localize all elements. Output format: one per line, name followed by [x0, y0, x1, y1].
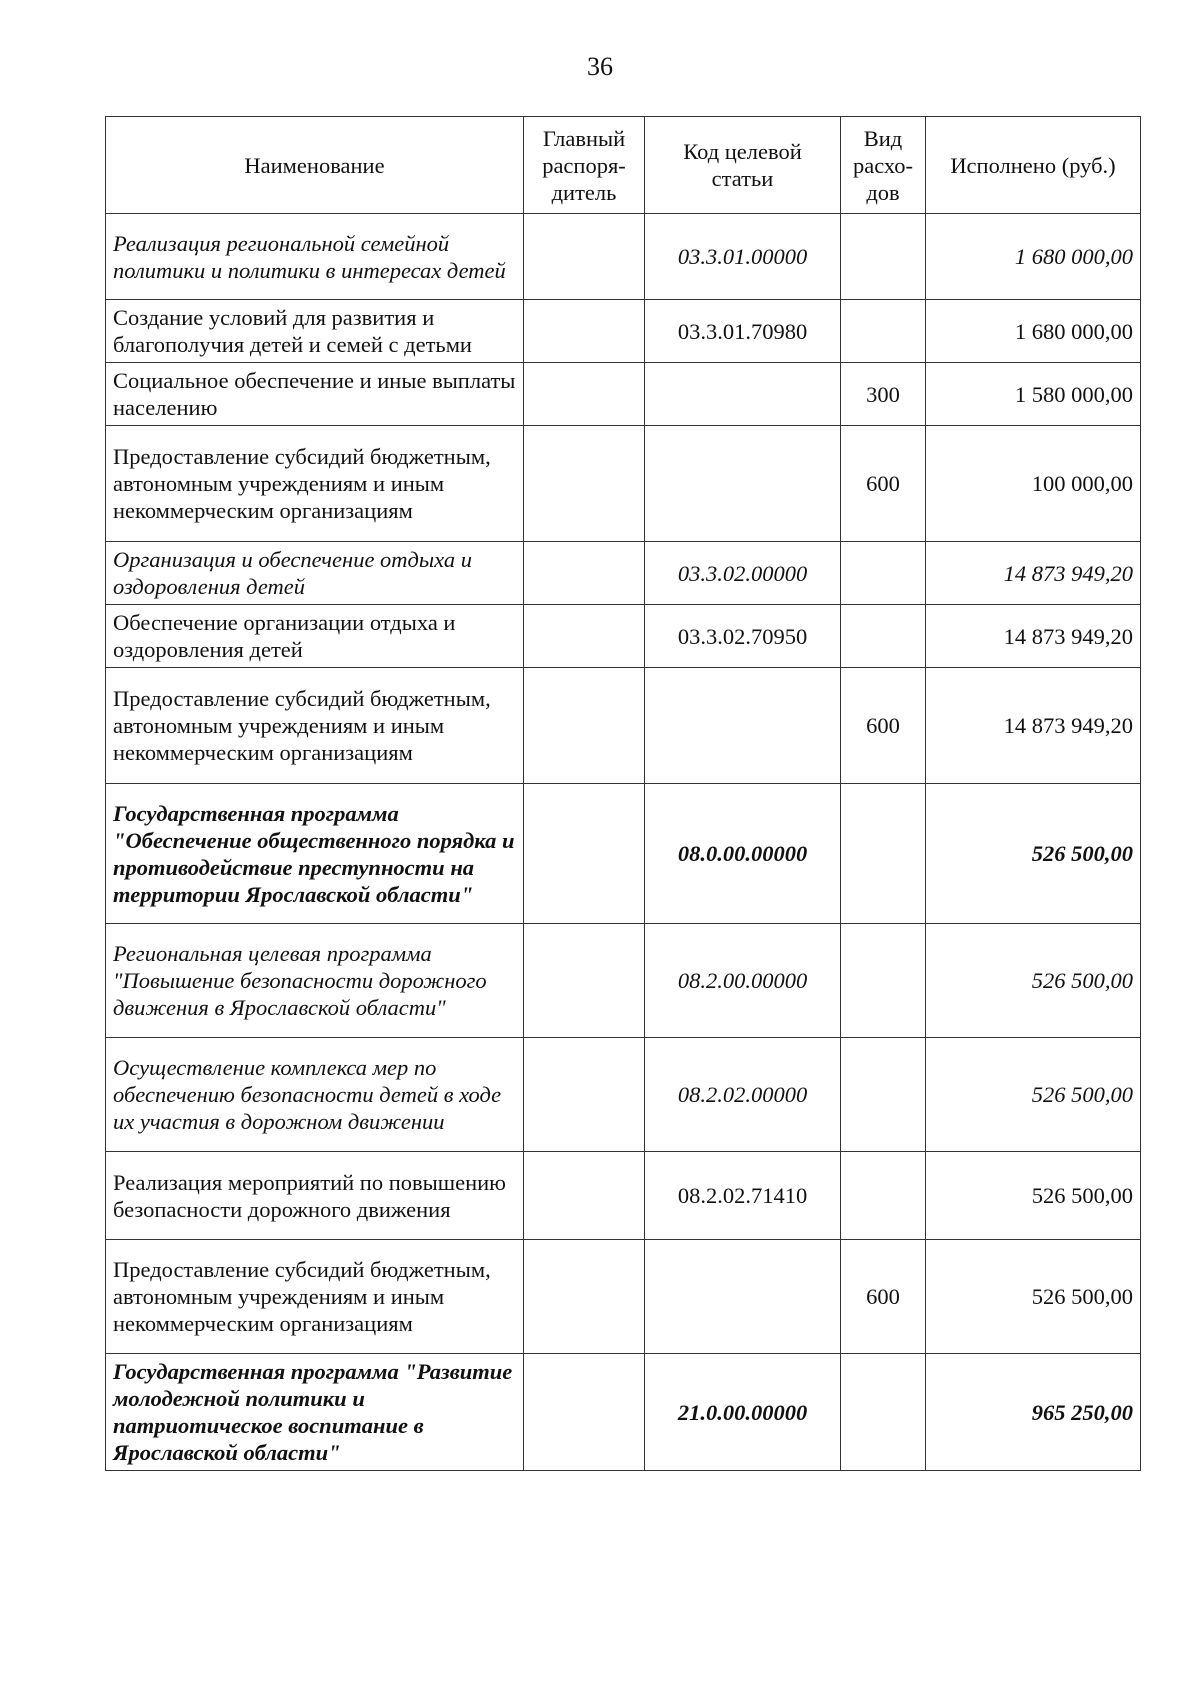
row-expense-type-cell	[841, 214, 926, 300]
row-executed-cell: 1 580 000,00	[926, 363, 1141, 426]
row-expense-type-cell	[841, 300, 926, 363]
row-expense-type-cell: 600	[841, 668, 926, 784]
row-main-manager-cell	[524, 542, 645, 605]
row-expense-type-cell	[841, 924, 926, 1038]
budget-execution-table	[105, 116, 1141, 1471]
table-row	[106, 1152, 1141, 1240]
row-executed-cell: 14 873 949,20	[926, 668, 1141, 784]
row-target-code-cell	[645, 1240, 841, 1354]
row-main-manager-cell	[524, 605, 645, 668]
row-executed-cell: 965 250,00	[926, 1354, 1141, 1471]
row-expense-type-cell	[841, 605, 926, 668]
row-target-code-cell: 03.3.02.70950	[645, 605, 841, 668]
row-name-cell: Государственная программа "Обеспечение общественного порядка и противодействие преступности на территории Ярославской области"	[106, 784, 524, 924]
table-row	[106, 924, 1141, 1038]
row-name-cell: Социальное обеспечение и иные выплаты населению	[106, 363, 524, 426]
row-target-code-cell	[645, 426, 841, 542]
row-executed-cell: 526 500,00	[926, 784, 1141, 924]
row-main-manager-cell	[524, 1152, 645, 1240]
row-name-cell: Реализация мероприятий по повышению безопасности дорожного движения	[106, 1152, 524, 1240]
row-name-cell: Предоставление субсидий бюджетным, автономным учреждениям и иным некоммерческим организациям	[106, 426, 524, 542]
row-name-cell: Обеспечение организации отдыха и оздоровления детей	[106, 605, 524, 668]
row-name-cell: Предоставление субсидий бюджетным, автономным учреждениям и иным некоммерческим организациям	[106, 668, 524, 784]
row-name-cell: Государственная программа "Развитие молодежной политики и патриотическое воспитание в Ярославской области"	[106, 1354, 524, 1471]
table-row	[106, 605, 1141, 668]
row-main-manager-cell	[524, 668, 645, 784]
row-target-code-cell: 08.2.02.00000	[645, 1038, 841, 1152]
row-name-cell: Создание условий для развития и благополучия детей и семей с детьми	[106, 300, 524, 363]
row-target-code-cell: 03.3.01.00000	[645, 214, 841, 300]
row-target-code-cell	[645, 363, 841, 426]
row-target-code-cell: 03.3.02.00000	[645, 542, 841, 605]
row-executed-cell: 1 680 000,00	[926, 300, 1141, 363]
table-row	[106, 1038, 1141, 1152]
row-main-manager-cell	[524, 1354, 645, 1471]
table-body	[106, 214, 1141, 1471]
table-row	[106, 784, 1141, 924]
row-executed-cell: 14 873 949,20	[926, 605, 1141, 668]
row-expense-type-cell	[841, 1354, 926, 1471]
row-target-code-cell	[645, 668, 841, 784]
row-executed-cell: 526 500,00	[926, 924, 1141, 1038]
row-target-code-cell: 21.0.00.00000	[645, 1354, 841, 1471]
row-executed-cell: 100 000,00	[926, 426, 1141, 542]
header-name: Наименование	[106, 117, 524, 214]
row-expense-type-cell: 300	[841, 363, 926, 426]
row-target-code-cell: 08.2.02.71410	[645, 1152, 841, 1240]
table-row	[106, 426, 1141, 542]
table-row	[106, 542, 1141, 605]
row-expense-type-cell: 600	[841, 426, 926, 542]
row-executed-cell: 526 500,00	[926, 1152, 1141, 1240]
table-row	[106, 214, 1141, 300]
row-executed-cell: 14 873 949,20	[926, 542, 1141, 605]
row-expense-type-cell	[841, 1038, 926, 1152]
row-main-manager-cell	[524, 784, 645, 924]
row-main-manager-cell	[524, 426, 645, 542]
row-main-manager-cell	[524, 363, 645, 426]
table-row	[106, 668, 1141, 784]
table-header-row	[106, 117, 1141, 214]
header-expense-type: Вид расхо-дов	[841, 117, 926, 214]
row-name-cell: Организация и обеспечение отдыха и оздоровления детей	[106, 542, 524, 605]
row-target-code-cell: 08.0.00.00000	[645, 784, 841, 924]
row-main-manager-cell	[524, 1240, 645, 1354]
header-target-code: Код целевой статьи	[645, 117, 841, 214]
header-main-manager: Главный распоря-дитель	[524, 117, 645, 214]
row-expense-type-cell	[841, 542, 926, 605]
row-main-manager-cell	[524, 1038, 645, 1152]
row-name-cell: Осуществление комплекса мер по обеспечению безопасности детей в ходе их участия в дорожном движении	[106, 1038, 524, 1152]
row-main-manager-cell	[524, 214, 645, 300]
row-main-manager-cell	[524, 300, 645, 363]
row-expense-type-cell	[841, 1152, 926, 1240]
row-name-cell: Предоставление субсидий бюджетным, автономным учреждениям и иным некоммерческим организациям	[106, 1240, 524, 1354]
page-number: 36	[587, 52, 613, 81]
row-name-cell: Региональная целевая программа "Повышение безопасности дорожного движения в Ярославской области"	[106, 924, 524, 1038]
table-row	[106, 1240, 1141, 1354]
table-row	[106, 1354, 1141, 1471]
row-executed-cell: 1 680 000,00	[926, 214, 1141, 300]
row-main-manager-cell	[524, 924, 645, 1038]
row-expense-type-cell: 600	[841, 1240, 926, 1354]
table-row	[106, 363, 1141, 426]
row-target-code-cell: 03.3.01.70980	[645, 300, 841, 363]
table-row	[106, 300, 1141, 363]
row-executed-cell: 526 500,00	[926, 1240, 1141, 1354]
row-name-cell: Реализация региональной семейной политики и политики в интересах детей	[106, 214, 524, 300]
row-executed-cell: 526 500,00	[926, 1038, 1141, 1152]
row-expense-type-cell	[841, 784, 926, 924]
header-executed: Исполнено (руб.)	[926, 117, 1141, 214]
row-target-code-cell: 08.2.00.00000	[645, 924, 841, 1038]
